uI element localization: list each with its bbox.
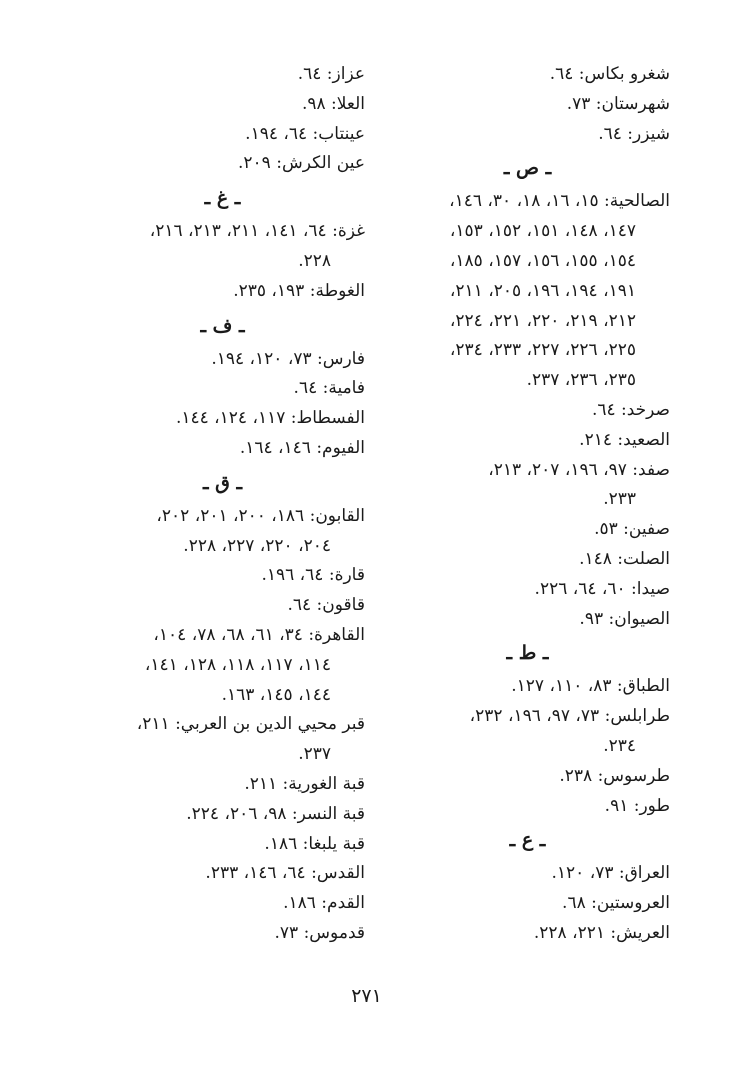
index-entry: صيدا: ٦٠، ٦٤، ٢٢٦.	[534, 578, 670, 599]
letter-heading: ـ ط ـ	[506, 642, 549, 665]
index-entry: العريش: ٢٢١، ٢٢٨.	[533, 922, 670, 943]
index-entry-continuation: ١٤٤، ١٤٥، ١٦٣.	[221, 684, 331, 705]
index-entry: الصالحية: ١٥، ١٦، ١٨، ٣٠، ١٤٦،	[449, 191, 670, 212]
index-entry: عزاز: ٦٤.	[297, 64, 365, 84]
page-number: ٢٧١	[351, 985, 382, 1007]
index-entry-continuation: ١٥٤، ١٥٥، ١٥٦، ١٥٧، ١٨٥،	[449, 250, 636, 271]
index-entry: العراق: ٧٣، ١٢٠.	[551, 863, 670, 884]
index-entry: العروستين: ٦٨.	[562, 893, 670, 914]
letter-heading: ـ ع ـ	[509, 829, 546, 852]
letter-heading: ـ غ ـ	[204, 187, 241, 210]
index-entry: قارة: ٦٤، ١٩٦.	[261, 565, 365, 586]
index-entry: صفين: ٥٣.	[594, 519, 670, 540]
index-entry: طرابلس: ٧٣، ٩٧، ١٩٦، ٢٣٢،	[469, 706, 670, 727]
index-entry-continuation: ٢٢٨.	[298, 250, 331, 271]
index-entry: قدموس: ٧٣.	[274, 922, 365, 943]
index-entry: الصلت: ١٤٨.	[579, 548, 670, 569]
index-entry: القدم: ١٨٦.	[283, 893, 365, 914]
index-entry: الغوطة: ١٩٣، ٢٣٥.	[233, 280, 365, 301]
index-entry: طرسوس: ٢٣٨.	[559, 765, 670, 786]
index-entry: القدس: ٦٤، ١٤٦، ٢٣٣.	[205, 863, 365, 884]
index-entry: قاقون: ٦٤.	[287, 595, 365, 616]
index-entry: شهرستان: ٧٣.	[566, 93, 670, 114]
index-entry: شيزر: ٦٤.	[598, 123, 670, 144]
index-entry-continuation: ٢٢٥، ٢٢٦، ٢٢٧، ٢٣٣، ٢٣٤،	[449, 340, 636, 361]
index-entry: القاهرة: ٣٤، ٦١، ٦٨، ٧٨، ١٠٤،	[153, 624, 365, 645]
index-entry-continuation: ٢٠٤، ٢٢٠، ٢٢٧، ٢٢٨.	[183, 535, 331, 556]
index-column-left	[80, 60, 365, 949]
index-entry: القابون: ١٨٦، ٢٠٠، ٢٠١، ٢٠٢،	[156, 505, 365, 526]
index-entry-continuation: ٢١٢، ٢١٩، ٢٢٠، ٢٢١، ٢٢٤،	[449, 310, 636, 331]
letter-heading: ـ ص ـ	[503, 157, 552, 180]
index-column-right	[385, 60, 670, 949]
index-entry: قبة الغورية: ٢١١.	[244, 773, 365, 794]
index-entry: فارس: ٧٣، ١٢٠، ١٩٤.	[211, 348, 365, 369]
index-entry-continuation: ٢٣٥، ٢٣٦، ٢٣٧.	[526, 370, 636, 391]
index-entry-continuation: ١٩١، ١٩٤، ١٩٦، ٢٠٥، ٢١١،	[449, 280, 636, 301]
index-entry: الصعيد: ٢١٤.	[579, 429, 670, 450]
index-entry: شغرو بكاس: ٦٤.	[549, 64, 670, 84]
letter-heading: ـ ق ـ	[202, 471, 243, 494]
index-entry: عينتاب: ٦٤، ١٩٤.	[245, 123, 365, 144]
index-entry: قبر محيي الدين بن العربي: ٢١١،	[136, 714, 365, 735]
index-entry: قبة يلبغا: ١٨٦.	[264, 833, 365, 854]
index-entry-continuation: ٢٣٣.	[603, 489, 636, 510]
index-entry: الفسطاط: ١١٧، ١٢٤، ١٤٤.	[175, 408, 365, 429]
index-entry: العلا: ٩٨.	[301, 93, 365, 114]
index-entry-continuation: ٢٣٧.	[298, 744, 331, 765]
index-entry: فامية: ٦٤.	[293, 378, 365, 399]
index-entry: الفيوم: ١٤٦، ١٦٤.	[239, 437, 365, 458]
index-page	[70, 60, 670, 1020]
index-entry: غزة: ٦٤، ١٤١، ٢١١، ٢١٣، ٢١٦،	[149, 221, 365, 242]
index-entry-continuation: ١١٤، ١١٧، ١١٨، ١٢٨، ١٤١،	[144, 654, 331, 675]
index-entry: صرخد: ٦٤.	[591, 399, 670, 420]
index-entry: الصيوان: ٩٣.	[579, 608, 670, 629]
index-entry: قبة النسر: ٩٨، ٢٠٦، ٢٢٤.	[186, 803, 365, 824]
index-entry-continuation: ٢٣٤.	[603, 735, 636, 756]
index-entry: طور: ٩١.	[604, 795, 670, 816]
index-entry: الطباق: ٨٣، ١١٠، ١٢٧.	[511, 676, 670, 697]
index-entry: عين الكرش: ٢٠٩.	[238, 153, 365, 174]
index-entry: صفد: ٩٧، ١٩٦، ٢٠٧، ٢١٣،	[488, 459, 670, 480]
letter-heading: ـ ف ـ	[200, 314, 245, 337]
index-entry-continuation: ١٤٧، ١٤٨، ١٥١، ١٥٢، ١٥٣،	[449, 221, 636, 242]
